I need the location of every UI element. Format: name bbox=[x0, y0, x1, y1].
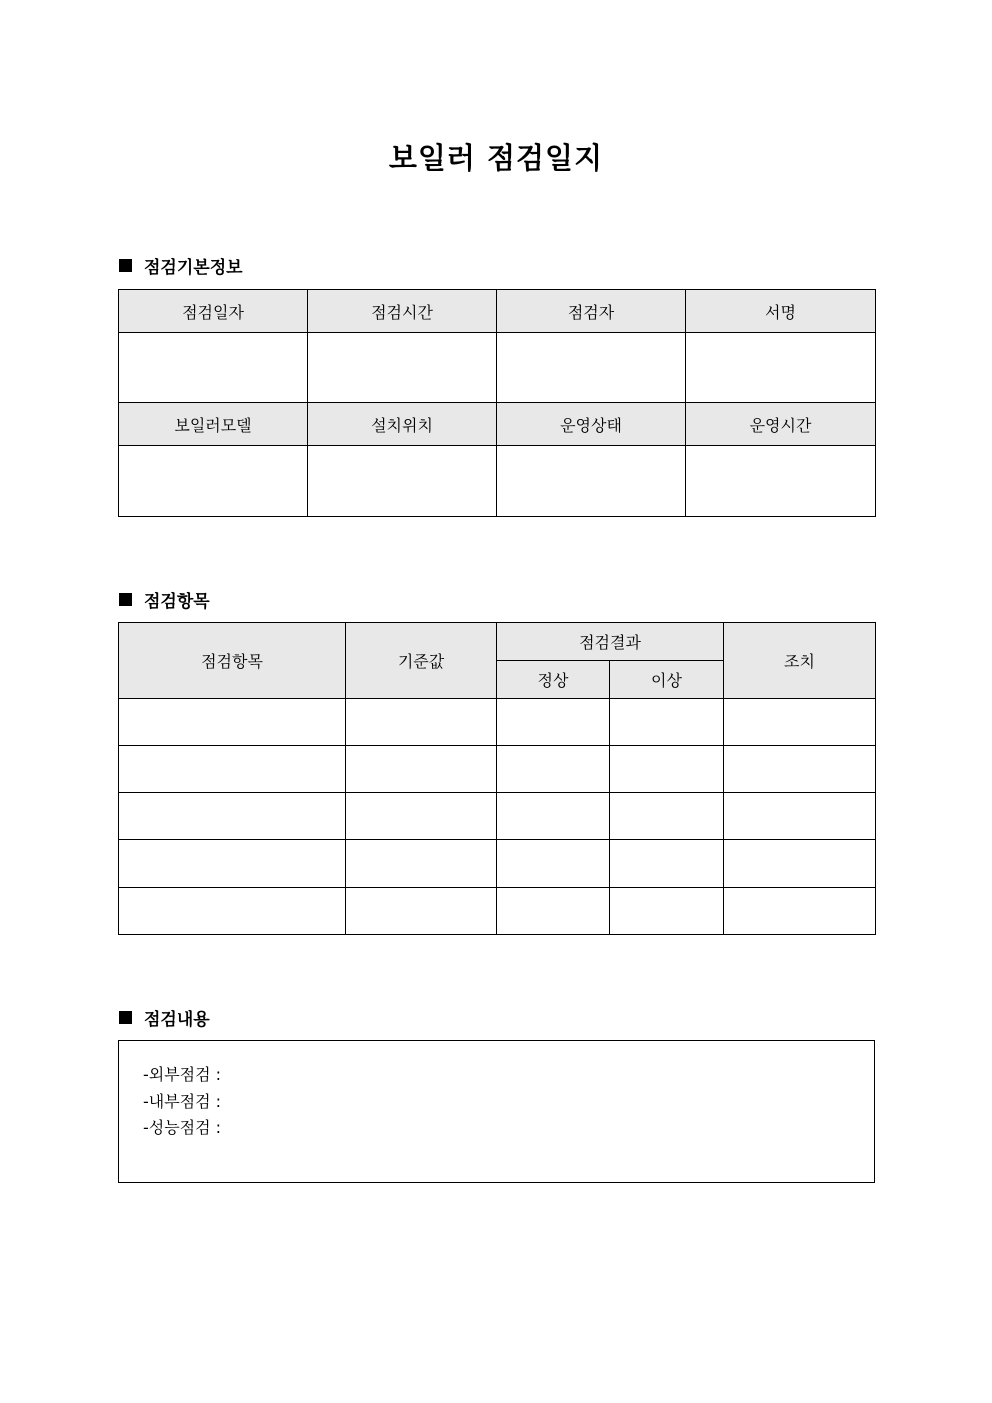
square-bullet-icon bbox=[119, 259, 132, 272]
abnormal-cell[interactable] bbox=[610, 699, 724, 746]
header-item: 점검항목 bbox=[119, 623, 346, 699]
header-action: 조치 bbox=[724, 623, 876, 699]
normal-cell[interactable] bbox=[497, 840, 610, 888]
performance-inspection-line: -성능점검 : bbox=[143, 1118, 222, 1137]
signature-cell[interactable] bbox=[686, 333, 876, 403]
item-cell[interactable] bbox=[119, 888, 346, 935]
action-cell[interactable] bbox=[724, 840, 876, 888]
standard-cell[interactable] bbox=[346, 840, 497, 888]
operation-time-cell[interactable] bbox=[686, 446, 876, 517]
item-cell[interactable] bbox=[119, 699, 346, 746]
standard-cell[interactable] bbox=[346, 793, 497, 840]
section-heading-details bbox=[119, 1005, 210, 1030]
abnormal-cell[interactable] bbox=[610, 793, 724, 840]
inspection-items-table bbox=[118, 622, 876, 935]
header-inspection-time: 점검시간 bbox=[308, 290, 497, 333]
external-inspection-line: -외부점검 : bbox=[143, 1065, 222, 1084]
action-cell[interactable] bbox=[724, 746, 876, 793]
item-cell[interactable] bbox=[119, 840, 346, 888]
action-cell[interactable] bbox=[724, 699, 876, 746]
action-cell[interactable] bbox=[724, 793, 876, 840]
header-normal: 정상 bbox=[497, 661, 610, 699]
normal-cell[interactable] bbox=[497, 699, 610, 746]
square-bullet-icon bbox=[119, 593, 132, 606]
internal-inspection-line: -내부점검 : bbox=[143, 1092, 222, 1111]
item-cell[interactable] bbox=[119, 746, 346, 793]
inspection-time-cell[interactable] bbox=[308, 333, 497, 403]
header-inspector: 점검자 bbox=[497, 290, 686, 333]
header-result: 점검결과 bbox=[497, 623, 724, 661]
table-row bbox=[119, 793, 876, 840]
table-row bbox=[119, 888, 876, 935]
table-row bbox=[119, 840, 876, 888]
header-operation-status: 운영상태 bbox=[497, 403, 686, 446]
document-title: 보일러 점검일지 bbox=[388, 141, 604, 175]
section-heading-label: 점검내용 bbox=[144, 1010, 210, 1030]
standard-cell[interactable] bbox=[346, 746, 497, 793]
header-signature: 서명 bbox=[686, 290, 876, 333]
normal-cell[interactable] bbox=[497, 888, 610, 935]
action-cell[interactable] bbox=[724, 888, 876, 935]
item-cell[interactable] bbox=[119, 793, 346, 840]
operation-status-cell[interactable] bbox=[497, 446, 686, 517]
header-abnormal: 이상 bbox=[610, 661, 724, 699]
basic-info-table bbox=[118, 289, 876, 517]
standard-cell[interactable] bbox=[346, 888, 497, 935]
inspection-date-cell[interactable] bbox=[119, 333, 308, 403]
header-operation-time: 운영시간 bbox=[686, 403, 876, 446]
normal-cell[interactable] bbox=[497, 793, 610, 840]
section-heading-label: 점검항목 bbox=[144, 592, 210, 612]
abnormal-cell[interactable] bbox=[610, 840, 724, 888]
square-bullet-icon bbox=[119, 1011, 132, 1024]
header-standard: 기준값 bbox=[346, 623, 497, 699]
install-location-cell[interactable] bbox=[308, 446, 497, 517]
table-row bbox=[119, 699, 876, 746]
header-inspection-date: 점검일자 bbox=[119, 290, 308, 333]
section-heading-label: 점검기본정보 bbox=[144, 258, 243, 278]
standard-cell[interactable] bbox=[346, 699, 497, 746]
header-boiler-model: 보일러모델 bbox=[119, 403, 308, 446]
section-heading-items bbox=[119, 587, 210, 612]
inspection-details-box[interactable] bbox=[118, 1040, 875, 1183]
boiler-model-cell[interactable] bbox=[119, 446, 308, 517]
abnormal-cell[interactable] bbox=[610, 746, 724, 793]
abnormal-cell[interactable] bbox=[610, 888, 724, 935]
table-row bbox=[119, 746, 876, 793]
header-install-location: 설치위치 bbox=[308, 403, 497, 446]
inspector-cell[interactable] bbox=[497, 333, 686, 403]
normal-cell[interactable] bbox=[497, 746, 610, 793]
section-heading-basic-info bbox=[119, 253, 243, 278]
